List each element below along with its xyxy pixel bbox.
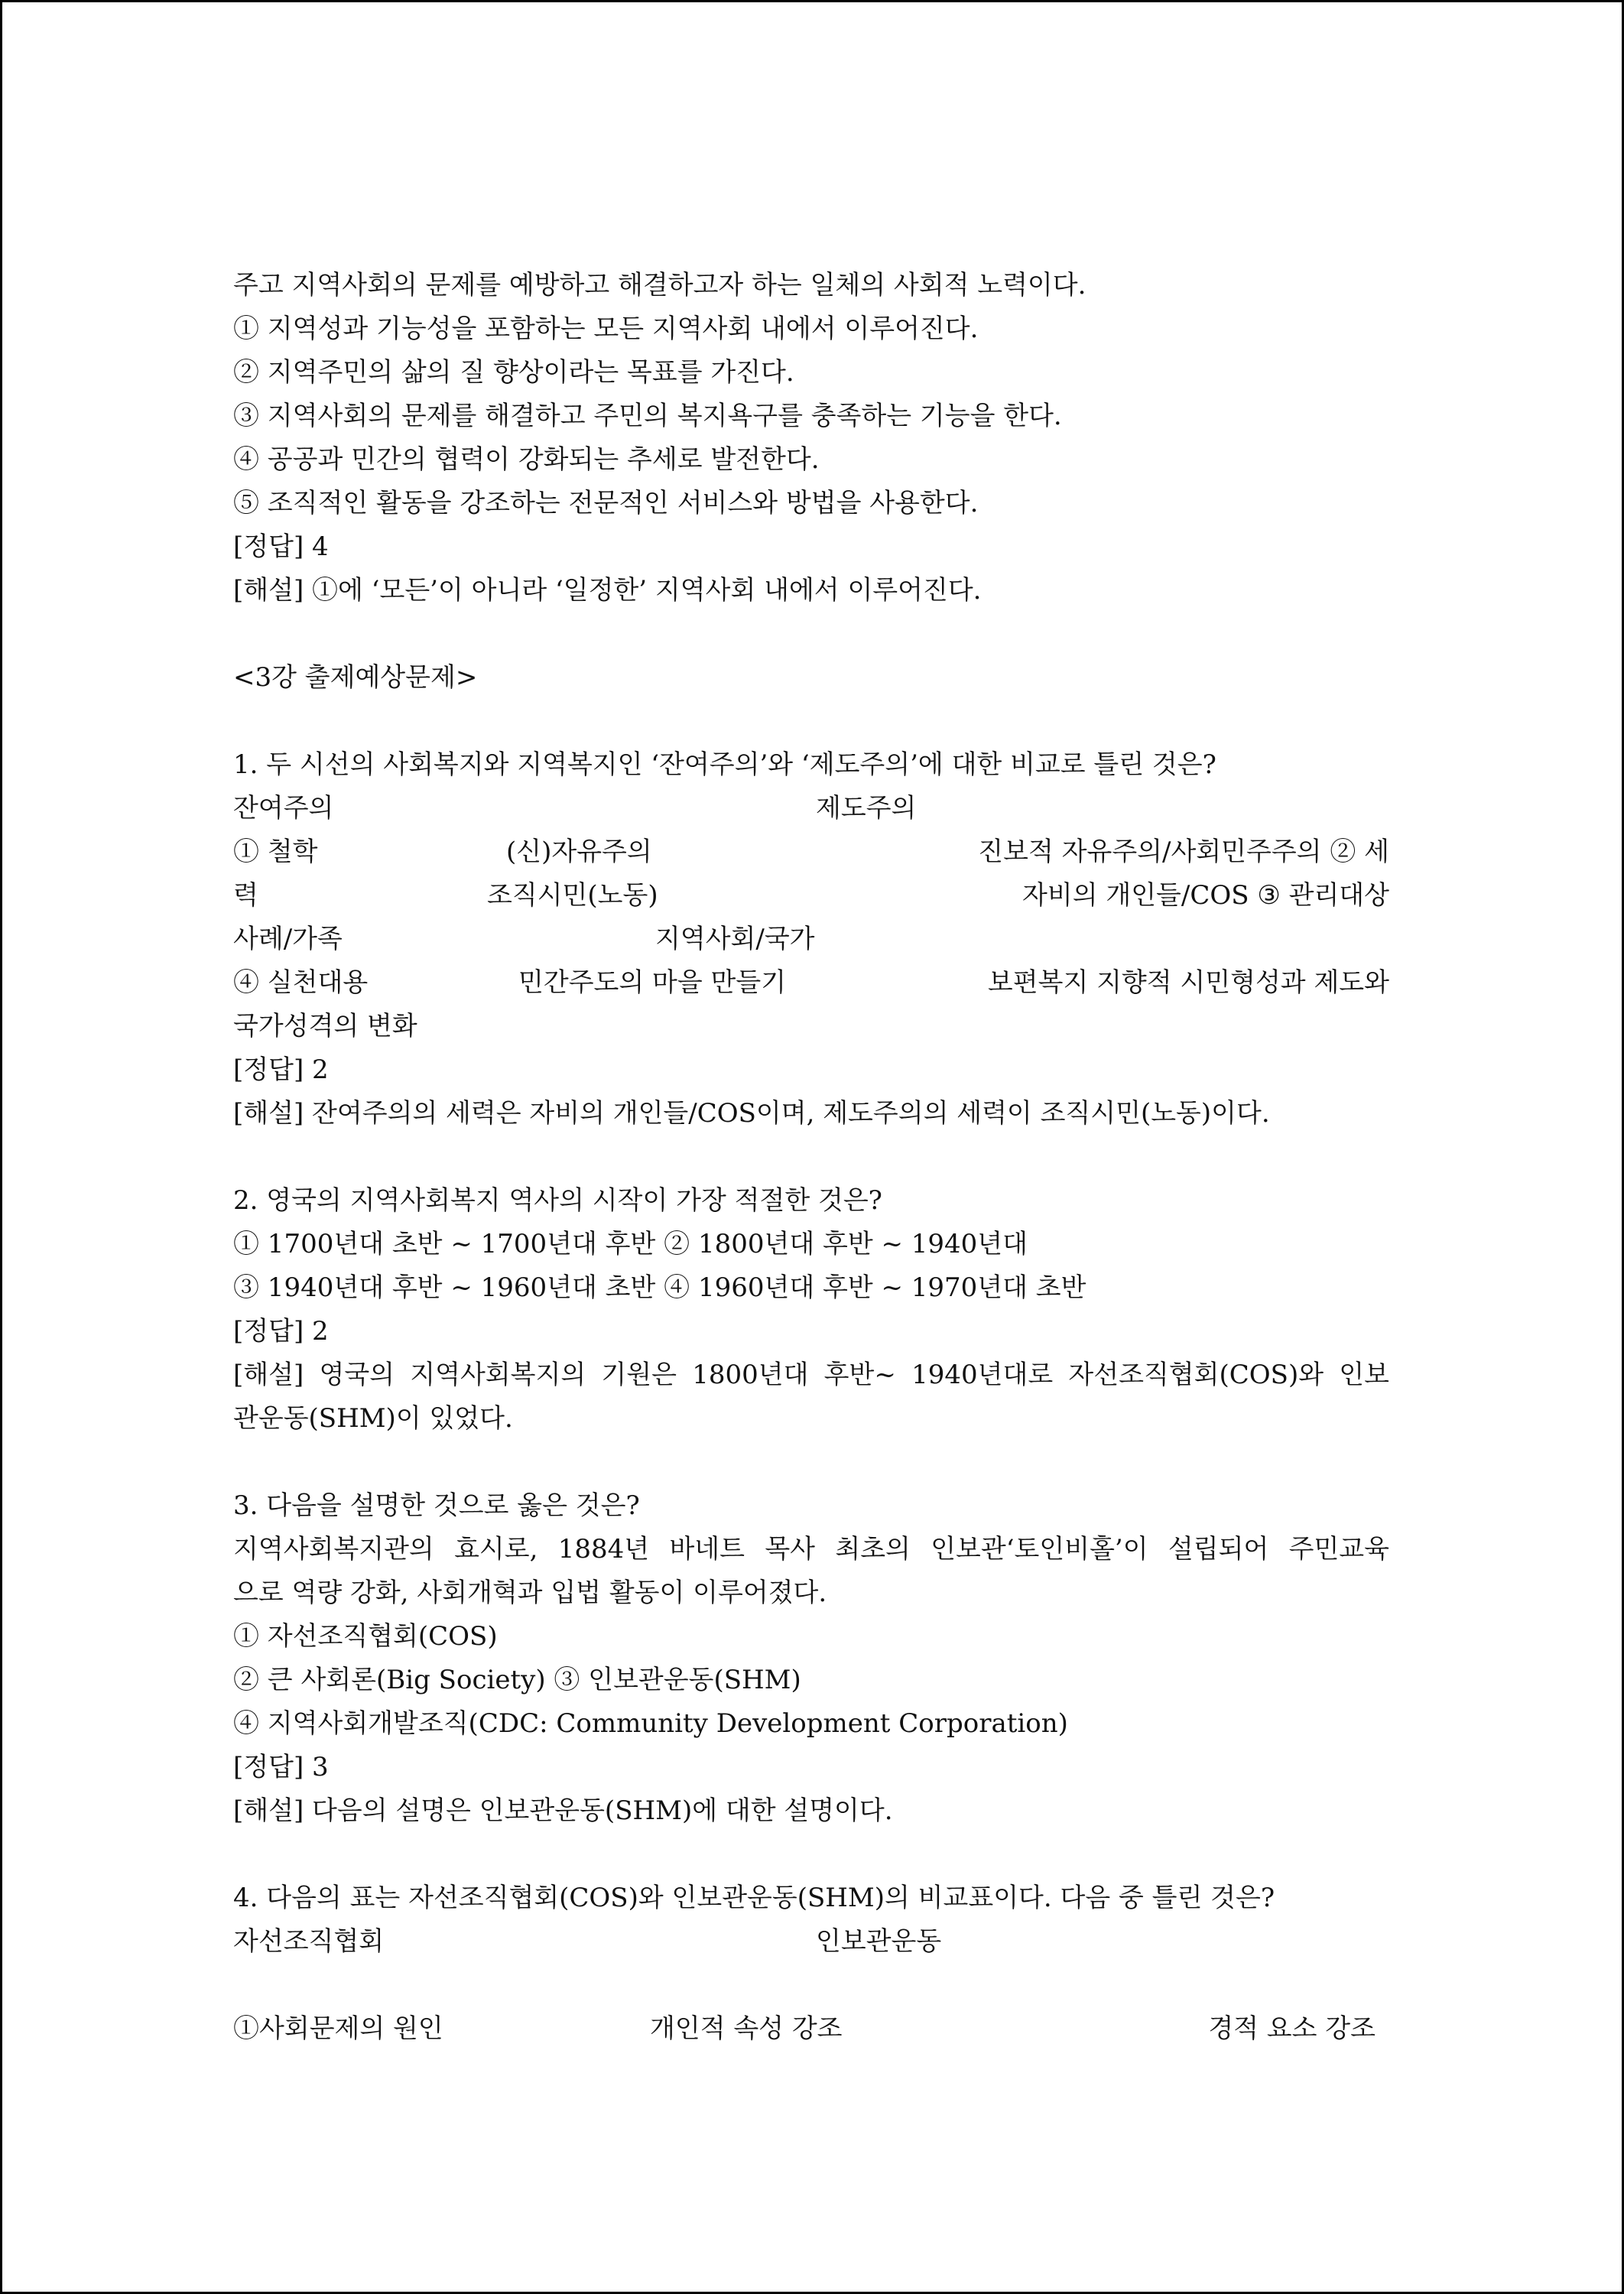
q1-row-3-left: 지역사회/국가 (655, 924, 815, 954)
q1-explanation: [해설] 잔여주의의 세력은 자비의 개인들/COS이며, 제도주의의 세력이 조직시민(노동)이다. (233, 1098, 1270, 1129)
q1-answer: [정답] 2 (233, 1054, 329, 1085)
q3-body-1: 지역사회복지관의 효시로, 1884년 바네트 목사 최초의 인보관‘토인비홀’이 설립되어 주민교육 (233, 1534, 1389, 1565)
q2-explanation-2: 관운동(SHM)이 있었다. (233, 1403, 513, 1434)
intro-line: 주고 지역사회의 문제를 예방하고 해결하고자 하는 일체의 사회적 노력이다. (233, 270, 1086, 301)
q1-row-4 (233, 961, 1389, 1005)
q4-table-header (233, 1920, 1389, 1964)
spacer (233, 1441, 1389, 1484)
q4-row-1-right: 경적 요소 강조 (1208, 2013, 1376, 2044)
intro-option-5: ⑤ 조직적인 활동을 강조하는 전문적인 서비스와 방법을 사용한다. (233, 488, 979, 518)
q2-answer: [정답] 2 (233, 1316, 329, 1347)
q4-row-1-left: 개인적 속성 강조 (650, 2013, 843, 2044)
spacer (233, 700, 1389, 743)
q1-row-2 (233, 874, 1389, 918)
intro-answer: [정답] 4 (233, 531, 329, 562)
q1-header-right: 제도주의 (816, 793, 917, 824)
q2-options-1: ① 1700년대 초반 ~ 1700년대 후반 ② 1800년대 후반 ~ 1940년대 (233, 1229, 1028, 1259)
q1-question: 1. 두 시선의 사회복지와 지역복지인 ‘잔여주의’와 ‘제도주의’에 대한 비교로 틀린 것은? (233, 749, 1216, 780)
q3-option-1: ① 자선조직협회(COS) (233, 1621, 498, 1652)
spacer (233, 1833, 1389, 1876)
q1-row-4-left: 민간주도의 마을 만들기 (518, 967, 787, 998)
spacer (233, 612, 1389, 656)
q1-row-1-right: 진보적 자유주의/사회민주주의 ② 세 (978, 837, 1389, 867)
intro-option-2: ② 지역주민의 삶의 질 향상이라는 목표를 가진다. (233, 357, 794, 388)
q1-row-1 (233, 830, 1389, 874)
q1-header-left: 잔여주의 (233, 793, 334, 824)
intro-option-4: ④ 공공과 민간의 협력이 강화되는 추세로 발전한다. (233, 444, 820, 475)
q1-row-1-label: ① 철학 (233, 837, 318, 867)
intro-explanation: [해설] ①에 ‘모든’이 아니라 ‘일정한’ 지역사회 내에서 이루어진다. (233, 575, 982, 606)
q4-header-left: 자선조직협회 (233, 1926, 385, 1957)
section-title: <3강 출제예상문제> (233, 662, 478, 693)
intro-option-1: ① 지역성과 기능성을 포함하는 모든 지역사회 내에서 이루어진다. (233, 314, 979, 344)
spacer (233, 1136, 1389, 1179)
q3-answer: [정답] 3 (233, 1752, 329, 1782)
q2-question: 2. 영국의 지역사회복지 역사의 시작이 가장 적절한 것은? (233, 1185, 882, 1216)
q1-row-2-left: 조직시민(노동) (487, 880, 658, 911)
q2-explanation-1: [해설] 영국의 지역사회복지의 기원은 1800년대 후반~ 1940년대로 자선조직협회(COS)와 인보 (233, 1360, 1389, 1390)
q3-option-2: ② 큰 사회론(Big Society) ③ 인보관운동(SHM) (233, 1665, 801, 1695)
q1-row-2-right: 자비의 개인들/COS ③ 관리대상 (1022, 880, 1389, 911)
q3-question: 3. 다음을 설명한 것으로 옳은 것은? (233, 1490, 640, 1521)
q1-row-4-label: ④ 실천대용 (233, 967, 369, 998)
q1-row-1-left: (신)자유주의 (506, 837, 652, 867)
q2-options-2: ③ 1940년대 후반 ~ 1960년대 초반 ④ 1960년대 후반 ~ 1970년대 초반 (233, 1272, 1086, 1303)
q4-row-1 (233, 2007, 1389, 2051)
q4-question: 4. 다음의 표는 자선조직협회(COS)와 인보관운동(SHM)의 비교표이다. 다음 중 틀린 것은? (233, 1883, 1275, 1913)
spacer (233, 1964, 1389, 2007)
q4-row-1-label: ①사회문제의 원인 (233, 2013, 443, 2044)
q3-explanation: [해설] 다음의 설명은 인보관운동(SHM)에 대한 설명이다. (233, 1795, 893, 1826)
q3-option-3: ④ 지역사회개발조직(CDC: Community Development Corporation) (233, 1708, 1068, 1739)
q1-row-3-label: 사례/가족 (233, 924, 343, 954)
q1-row-5: 국가성격의 변화 (233, 1011, 417, 1041)
q1-row-4-right: 보편복지 지향적 시민형성과 제도와 (987, 967, 1389, 998)
q1-row-2-label: 력 (233, 880, 258, 911)
q4-header-right: 인보관운동 (816, 1926, 942, 1957)
document-body (233, 264, 1389, 2051)
q1-table-header (233, 787, 1389, 830)
intro-option-3: ③ 지역사회의 문제를 해결하고 주민의 복지욕구를 충족하는 기능을 한다. (233, 401, 1062, 431)
q3-body-2: 으로 역량 강화, 사회개혁과 입법 활동이 이루어졌다. (233, 1578, 827, 1608)
q1-row-3 (233, 918, 1389, 961)
